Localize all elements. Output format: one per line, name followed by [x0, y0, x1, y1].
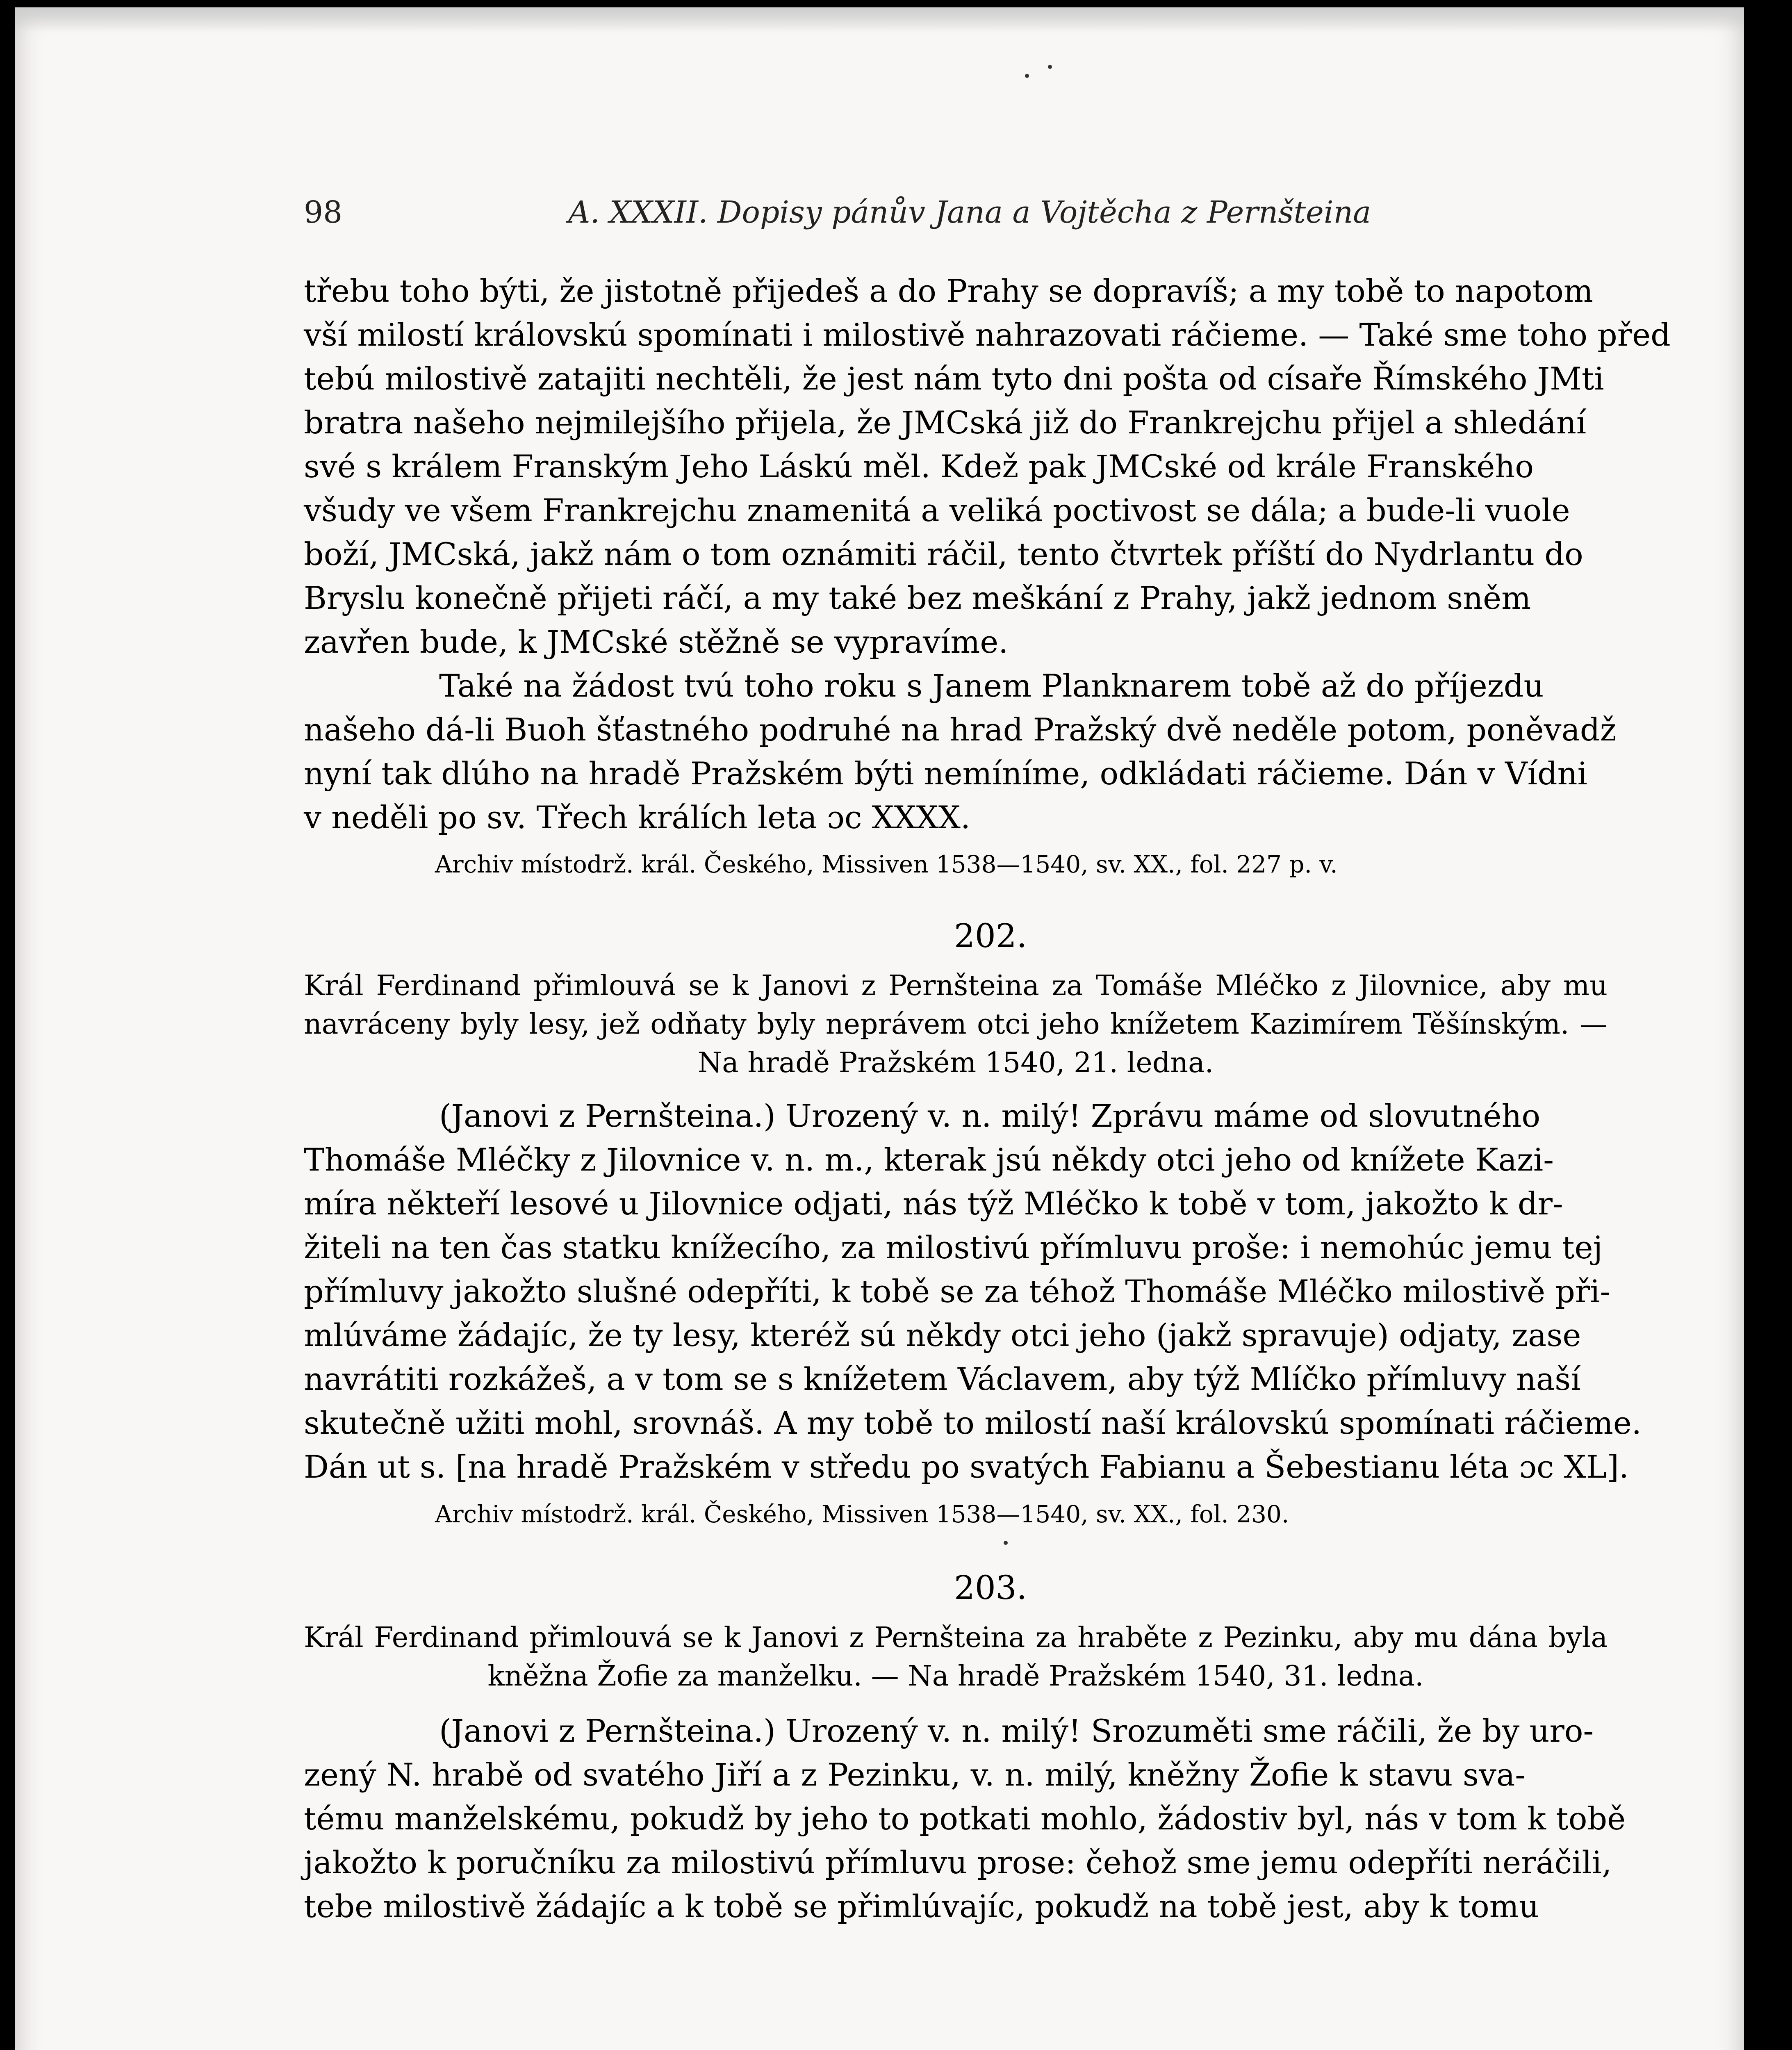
- source-note: Archiv místodrž. král. Českého, Missiven 1538—1540, sv. XX., fol. 227 p. v.: [435, 850, 1338, 878]
- text-line: jakožto k poručníku za milostivú přímluvu prose: čehož sme jemu odepříti neráčili,: [304, 1844, 1612, 1881]
- text-line: mlúváme žádajíc, že ty lesy, kteréž sú někdy otci jeho (jakž spravuje) odjaty, zase: [304, 1317, 1581, 1353]
- text-line: tému manželskému, pokudž by jeho to potkati mohlo, žádostiv byl, nás v tom k tobě: [304, 1800, 1626, 1837]
- page-number: 98: [304, 195, 343, 230]
- text-line: v neděli po sv. Třech králích leta ɔc XXXX.: [304, 799, 971, 836]
- book-page: [15, 7, 1744, 2050]
- text-line: skutečně užiti mohl, srovnáš. A my tobě to milostí naší královskú spomínati ráčieme.: [304, 1405, 1642, 1441]
- text-line: Thomáše Mléčky z Jilovnice v. n. m., kterak jsú někdy otci jeho od knížete Kazi-: [304, 1141, 1554, 1178]
- document-number: 203.: [954, 1569, 1027, 1607]
- running-title: A. XXXII. Dopisy pánův Jana a Vojtěcha z Pernšteina: [568, 195, 1371, 230]
- document-summary: [304, 967, 1608, 1082]
- text-line: nyní tak dlúho na hradě Pražském býti nemíníme, odkládati ráčieme. Dán v Vídni: [304, 755, 1587, 792]
- text-line: navrátiti rozkážeš, a v tom se s knížetem Václavem, aby týž Mlíčko přímluvy naší: [304, 1361, 1581, 1397]
- scan-speck: [1025, 74, 1029, 78]
- text-line: míra někteří lesové u Jilovnice odjati, nás týž Mléčko k tobě v tom, jakožto k dr-: [304, 1185, 1563, 1222]
- text-line: bratra našeho nejmilejšího přijela, že JMCská již do Frankrejchu přijel a shledání: [304, 404, 1587, 441]
- scan-speck: [1048, 65, 1052, 69]
- text-line: našeho dá-li Buoh šťastného podruhé na hrad Pražský dvě neděle potom, poněvadž: [304, 711, 1617, 748]
- text-line: zavřen bude, k JMCské stěžně se vypravíme.: [304, 624, 1009, 660]
- text-line: Také na žádost tvú toho roku s Janem Planknarem tobě až do příjezdu: [439, 667, 1544, 704]
- text-line: třebu toho býti, že jistotně přijedeš a do Prahy se dopravíš; a my tobě to napotom: [304, 273, 1593, 309]
- summary-line: Král Ferdinand přimlouvá se k Janovi z Pernšteina za hraběte z Pezinku, aby mu dána byla: [304, 1622, 1608, 1654]
- scan-speck: [1004, 1541, 1008, 1545]
- text-line: tebú milostivě zatajiti nechtěli, že jest nám tyto dni pošta od císaře Římského JMti: [304, 360, 1604, 397]
- letter-203-body: [304, 1709, 1626, 1928]
- source-note: Archiv místodrž. král. Českého, Missiven 1538—1540, sv. XX., fol. 230.: [435, 1500, 1289, 1528]
- document-number: 202.: [954, 917, 1027, 955]
- text-line: (Janovi z Pernšteina.) Urozený v. n. milý! Srozuměti sme ráčili, že by uro-: [439, 1713, 1594, 1749]
- running-header: [304, 188, 1370, 237]
- text-line: své s králem Franským Jeho Láskú měl. Kdež pak JMCské od krále Franského: [304, 448, 1534, 485]
- summary-line: Král Ferdinand přimlouvá se k Janovi z Pernšteina za Tomáše Mléčko z Jilovnice, aby mu: [304, 970, 1608, 1002]
- summary-line: navráceny byly lesy, jež odňaty byly neprávem otci jeho knížetem Kazimírem Těšínským. —: [304, 1008, 1608, 1041]
- text-line: Dán ut s. [na hradě Pražském v středu po svatých Fabianu a Šebestianu léta ɔc XL].: [304, 1449, 1629, 1485]
- text-line: Bryslu konečně přijeti ráčí, a my také bez meškání z Prahy, jakž jednom sněm: [304, 580, 1531, 616]
- text-line: přímluvy jakožto slušné odepříti, k tobě se za téhož Thomáše Mléčko milostivě při-: [304, 1273, 1611, 1310]
- text-line: boží, JMCská, jakž nám o tom oznámiti ráčil, tento čtvrtek příští do Nydrlantu do: [304, 536, 1583, 572]
- text-line: tebe milostivě žádajíc a k tobě se přimlúvajíc, pokudž na tobě jest, aby k tomu: [304, 1888, 1539, 1925]
- text-line: zený N. hrabě od svatého Jiří a z Pezinku, v. n. milý, kněžny Žofie k stavu sva-: [304, 1756, 1526, 1793]
- text-line: vší milostí královskú spomínati i milostivě nahrazovati ráčieme. — Také sme toho před: [304, 317, 1671, 353]
- letter-201-continuation: [304, 269, 1671, 839]
- summary-line: Na hradě Pražském 1540, 21. ledna.: [697, 1047, 1214, 1079]
- text-line: (Janovi z Pernšteina.) Urozený v. n. milý! Zprávu máme od slovutného: [439, 1098, 1541, 1134]
- summary-line: kněžna Žofie za manželku. — Na hradě Pražském 1540, 31. ledna.: [487, 1660, 1424, 1692]
- document-summary: [304, 1619, 1608, 1696]
- letter-202-body: [304, 1094, 1642, 1489]
- text-line: žiteli na ten čas statku knížecího, za milostivú přímluvu proše: i nemohúc jemu tej: [304, 1229, 1603, 1266]
- text-line: všudy ve všem Frankrejchu znamenitá a veliká poctivost se dála; a bude-li vuole: [304, 492, 1570, 528]
